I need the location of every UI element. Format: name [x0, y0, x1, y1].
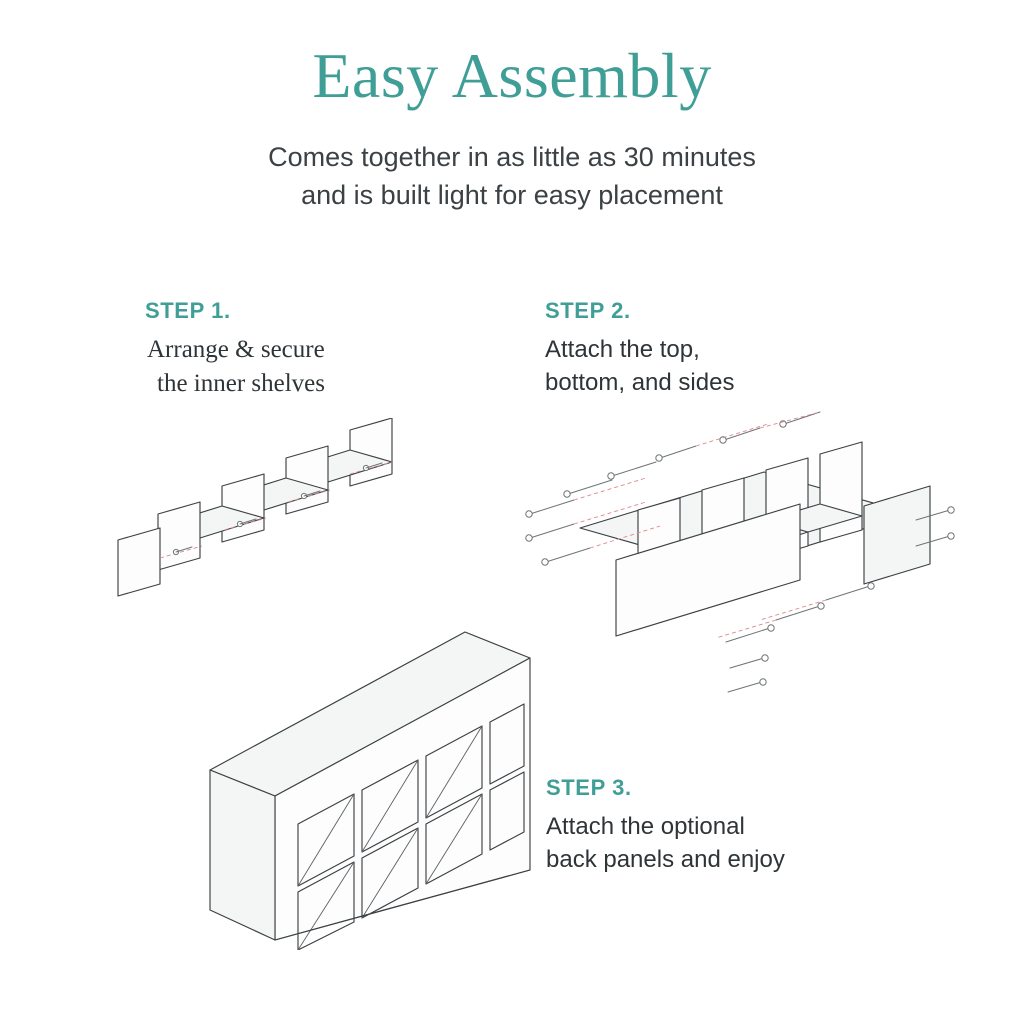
- subtitle-line-1: Comes together in as little as 30 minutes: [268, 142, 756, 172]
- step-3-block: [546, 775, 886, 876]
- shelf-left-side: [210, 770, 275, 940]
- step-1-illustration: [110, 418, 440, 638]
- step-2-text-line-1: Attach the top,: [545, 336, 700, 363]
- page-subtitle: [0, 138, 1024, 215]
- screw-group-bottom: [726, 583, 874, 692]
- step-2-text-line-2: bottom, and sides: [545, 369, 735, 397]
- step-1-text-line-1: Arrange & secure: [147, 336, 325, 363]
- step-3-illustration: [180, 610, 560, 950]
- step-1-text-line-2: the inner shelves: [157, 369, 326, 397]
- step-2-block: [545, 298, 885, 399]
- step-2-illustration: [520, 410, 960, 710]
- frame-with-screws-drawing: [520, 410, 960, 710]
- assembled-cube-shelf-drawing: [180, 610, 560, 950]
- step-2-text: [545, 333, 885, 399]
- step-2-label: STEP 2.: [545, 298, 631, 323]
- step-3-label: STEP 3.: [546, 775, 632, 800]
- step-3-text-line-2: back panels and enjoy: [546, 846, 785, 874]
- page-title: Easy Assembly: [312, 40, 712, 111]
- step-1-label: STEP 1.: [145, 298, 231, 323]
- subtitle-line-2: and is built light for easy placement: [301, 180, 723, 211]
- step-1-block: [145, 298, 475, 400]
- frame-side-panel: [864, 486, 930, 584]
- exploded-shelf-panels-drawing: [110, 418, 440, 638]
- step-1-text: [145, 333, 475, 400]
- step-3-text: [546, 810, 886, 876]
- step-3-text-line-1: Attach the optional: [546, 813, 745, 840]
- divider-panel-group: [118, 418, 392, 596]
- screw-group-top: [656, 412, 820, 461]
